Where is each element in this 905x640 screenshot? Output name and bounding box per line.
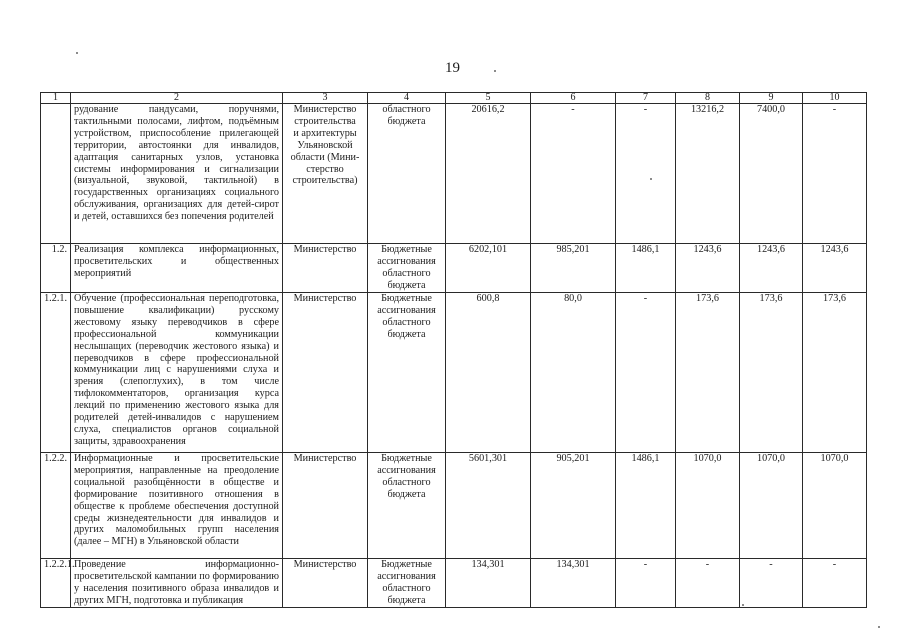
amount-year: 80,0 — [531, 293, 616, 453]
amount-year: 1070,0 — [676, 453, 740, 559]
amount-year: - — [531, 104, 616, 244]
amount-year: - — [616, 293, 676, 453]
header-cell: 1 — [41, 93, 71, 104]
executor: Министерство — [283, 559, 368, 608]
header-cell: 9 — [740, 93, 803, 104]
table-header — [41, 93, 867, 104]
header-cell: 4 — [368, 93, 446, 104]
amount-year: - — [676, 559, 740, 608]
measure-name: Проведение информационно-просветительской кампании по формированию у населения позитивного образа инвалидов и других МГН, подготовка и публикация — [71, 559, 283, 608]
funding-source: Бюджетные ассигнования областного бюджета — [368, 453, 446, 559]
amount-year: 7400,0 — [740, 104, 803, 244]
row-number: 1.2.1. — [41, 293, 71, 453]
amount-total: 600,8 — [446, 293, 531, 453]
amount-year: 1486,1 — [616, 453, 676, 559]
amount-total: 6202,101 — [446, 244, 531, 293]
amount-year: 985,201 — [531, 244, 616, 293]
header-row — [41, 93, 867, 104]
amount-year: 1070,0 — [740, 453, 803, 559]
budget-table — [40, 92, 867, 608]
header-cell: 2 — [71, 93, 283, 104]
executor: Министерство — [283, 453, 368, 559]
amount-year: 905,201 — [531, 453, 616, 559]
funding-source: областного бюджета — [368, 104, 446, 244]
header-cell: 6 — [531, 93, 616, 104]
table-row — [41, 104, 867, 244]
scan-speck — [76, 52, 78, 54]
table-row — [41, 293, 867, 453]
amount-total: 5601,301 — [446, 453, 531, 559]
measure-name: рудование пандусами, поручнями, тактильными полосами, лифтом, подъёмным устройством, приспособление прилегающей территории, автостоянки для инвалидов, адаптация санитарных узлов, установка системы информирования и сигнализации (визуальной, звуковой, тактильной) в государственных организациях социального обслуживания, организациях для детей-сирот и детей, оставшихся без попечения родителей — [71, 104, 283, 244]
amount-year: 1486,1 — [616, 244, 676, 293]
scan-speck — [650, 178, 652, 180]
measure-name: Реализация комплекса информационных, просветительских и общественных мероприятий — [71, 244, 283, 293]
amount-total: 134,301 — [446, 559, 531, 608]
amount-year: 1070,0 — [803, 453, 867, 559]
scan-speck — [878, 626, 880, 628]
header-cell: 3 — [283, 93, 368, 104]
table-row — [41, 559, 867, 608]
header-cell: 8 — [676, 93, 740, 104]
row-number: 1.2.2.1. — [41, 559, 71, 608]
row-number: 1.2. — [41, 244, 71, 293]
executor: Министерство — [283, 293, 368, 453]
executor: Министерство строительства и архитектуры Ульяновской области (Мини- стерство строительства) — [283, 104, 368, 244]
table-row — [41, 453, 867, 559]
header-cell: 10 — [803, 93, 867, 104]
row-number: 1.2.2. — [41, 453, 71, 559]
amount-year: - — [616, 104, 676, 244]
scan-speck — [742, 604, 744, 606]
amount-year: 1243,6 — [803, 244, 867, 293]
amount-year: 13216,2 — [676, 104, 740, 244]
scan-speck — [494, 70, 496, 72]
header-cell: 5 — [446, 93, 531, 104]
header-cell: 7 — [616, 93, 676, 104]
amount-year: 1243,6 — [676, 244, 740, 293]
measure-name: Обучение (профессиональная переподготовка, повышение квалификации) русскому жестовому языку переводчиков в сфере профессиональной коммуникации неслышащих (переводчик жестового языка) и переводчиков в сфере профессиональной коммуникации лиц с нарушениями слуха и зрения (слепоглухих), в том числе тифлокомментаторов, организация курса лекций по применению жестового языка для родителей детей-инвалидов с нарушением слуха, специалистов органов социальной защиты, здравоохранения — [71, 293, 283, 453]
measure-name: Информационные и просветительские мероприятия, направленные на преодоление социальной разобщённости в обществе и формирование позитивного отношения в обществе к проблеме обеспечения доступной среды жизнедеятельности для инвалидов и других маломобильных групп населения (далее – МГН) в Ульяновской области — [71, 453, 283, 559]
row-number — [41, 104, 71, 244]
amount-year: 173,6 — [803, 293, 867, 453]
amount-year: 1243,6 — [740, 244, 803, 293]
funding-source: Бюджетные ассигнования областного бюджета — [368, 244, 446, 293]
funding-source: Бюджетные ассигнования областного бюджета — [368, 559, 446, 608]
page-number: 19 — [445, 60, 460, 76]
executor: Министерство — [283, 244, 368, 293]
amount-year: - — [616, 559, 676, 608]
amount-total: 20616,2 — [446, 104, 531, 244]
amount-year: 173,6 — [740, 293, 803, 453]
funding-source: Бюджетные ассигнования областного бюджета — [368, 293, 446, 453]
table-row — [41, 244, 867, 293]
amount-year: - — [740, 559, 803, 608]
amount-year: 134,301 — [531, 559, 616, 608]
amount-year: 173,6 — [676, 293, 740, 453]
amount-year: - — [803, 104, 867, 244]
amount-year: - — [803, 559, 867, 608]
